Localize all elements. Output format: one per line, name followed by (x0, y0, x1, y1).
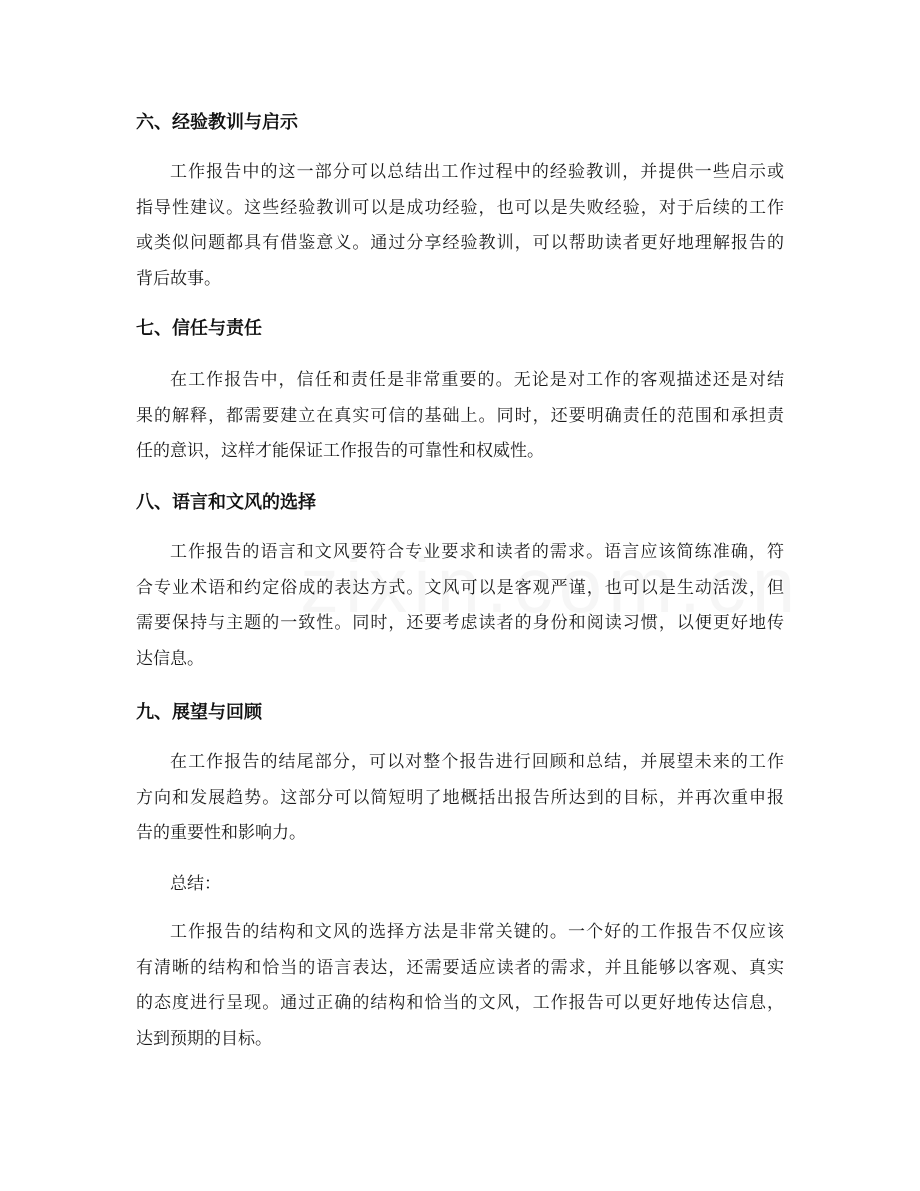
paragraph-line: 方向和发展趋势。这部分可以简短明了地概括出报告所达到的目标，并再次重申报 (136, 787, 784, 808)
paragraph-line: 合专业术语和约定俗成的表达方式。文风可以是客观严谨，也可以是生动活泼，但 (136, 577, 784, 598)
paragraph-line: 工作报告中的这一部分可以总结出工作过程中的经验教训，并提供一些启示或 (170, 162, 784, 182)
paragraph-line: 达信息。 (136, 648, 204, 669)
paragraph-line: 任的意识，这样才能保证工作报告的可靠性和权威性。 (136, 441, 544, 461)
paragraph-line: 或类似问题都具有借鉴意义。通过分享经验教训，可以帮助读者更好地理解报告的 (136, 233, 784, 253)
paragraph-line: 告的重要性和影响力。 (136, 823, 306, 843)
paragraph-line: 工作报告的语言和文风要符合专业要求和读者的需求。语言应该简练准确，符 (170, 542, 784, 562)
section-6-paragraph (136, 155, 784, 297)
paragraph-line: 工作报告的结构和文风的选择方法是非常关键的。一个好的工作报告不仅应该 (170, 922, 784, 942)
section-8-paragraph (136, 535, 784, 677)
paragraph-line: 在工作报告的结尾部分，可以对整个报告进行回顾和总结，并展望未来的工作 (170, 752, 784, 772)
section-9-heading: 九、展望与回顾 (136, 702, 262, 723)
paragraph-line: 需要保持与主题的一致性。同时，还要考虑读者的身份和阅读习惯，以便更好地传 (136, 613, 784, 633)
paragraph-line: 背后故事。 (136, 268, 221, 289)
section-6-heading: 六、经验教训与启示 (136, 112, 298, 133)
summary-label: 总结： (170, 874, 221, 894)
paragraph-line: 在工作报告中，信任和责任是非常重要的。无论是对工作的客观描述还是对结 (170, 370, 784, 390)
section-7-heading: 七、信任与责任 (136, 318, 262, 339)
paragraph-line: 指导性建议。这些经验教训可以是成功经验，也可以是失败经验，对于后续的工作 (136, 197, 784, 218)
paragraph-line: 果的解释，都需要建立在真实可信的基础上。同时，还要明确责任的范围和承担责 (136, 405, 784, 426)
paragraph-line: 的态度进行呈现。通过正确的结构和恰当的文风，工作报告可以更好地传达信息， (136, 993, 784, 1013)
section-8-heading: 八、语言和文风的选择 (136, 492, 316, 513)
paragraph-line: 有清晰的结构和恰当的语言表达，还需要适应读者的需求，并且能够以客观、真实 (136, 957, 784, 978)
section-9-paragraph (136, 745, 784, 852)
section-7-paragraph (136, 363, 784, 470)
summary-paragraph (136, 915, 784, 1057)
paragraph-line: 达到预期的目标。 (136, 1028, 272, 1049)
